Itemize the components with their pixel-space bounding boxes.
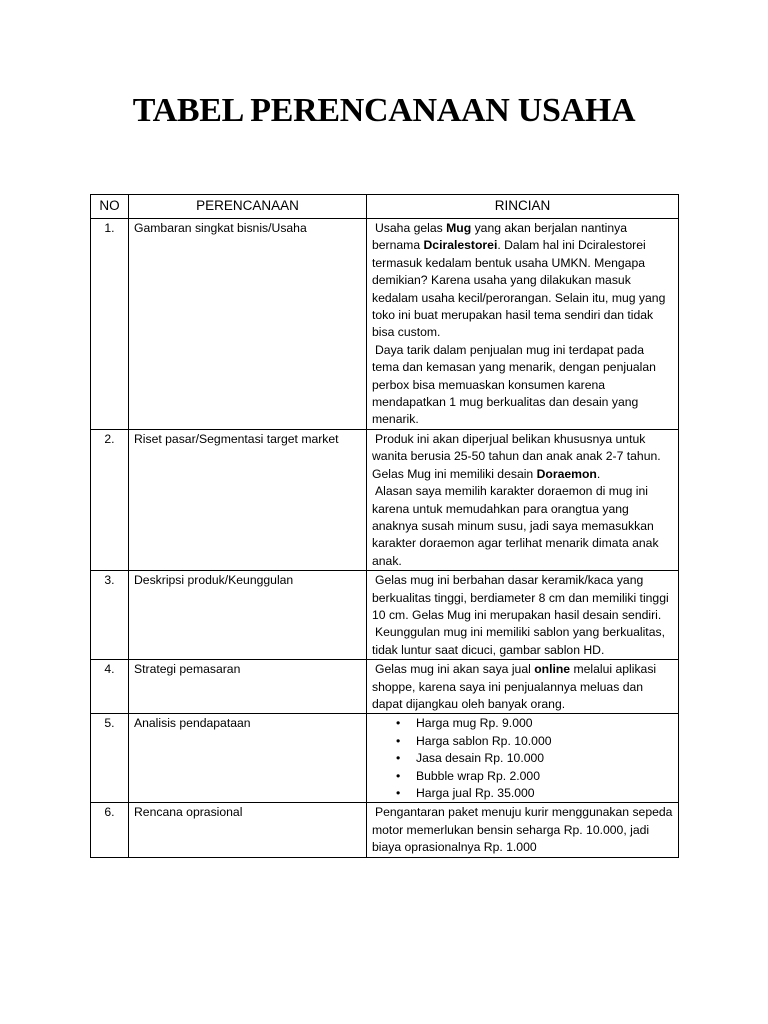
table-row (91, 219, 679, 430)
header-perencanaan: PERENCANAAN (129, 195, 367, 219)
row-plan: Gambaran singkat bisnis/Usaha (129, 219, 367, 430)
bullet-icon: • (396, 768, 401, 783)
bullet-icon: • (396, 786, 401, 800)
detail-paragraph: Keunggulan mug ini memiliki sablon yang berkualitas, tidak luntur saat dicuci, gambar sablon HD. (372, 625, 665, 657)
row-plan: Riset pasar/Segmentasi target market (129, 429, 367, 570)
row-detail (367, 571, 679, 660)
header-no: NO (91, 195, 129, 219)
row-plan: Deskripsi produk/Keunggulan (129, 571, 367, 660)
table-row (91, 429, 679, 570)
cost-list (372, 715, 673, 802)
table-row (91, 660, 679, 714)
row-detail (367, 660, 679, 714)
row-number: 6. (91, 803, 129, 857)
row-detail (367, 429, 679, 570)
row-number: 4. (91, 660, 129, 714)
list-item: • Harga mug Rp. 9.000 (396, 715, 673, 732)
table-row (91, 714, 679, 803)
row-plan: Analisis pendapataan (129, 714, 367, 803)
detail-paragraph: Usaha gelas Mug yang akan berjalan nantinya bernama Dciralestorei. Dalam hal ini Dciralestorei termasuk kedalam bentuk usaha UMKN. Mengapa demikian? Karena usaha yang dilakukan masuk kedalam usaha kecil/perorangan. Selain itu, mug yang toko ini buat merupakan hasil tema sendiri dan tidak bisa custom. (372, 221, 666, 340)
business-plan-table (90, 194, 679, 858)
row-number: 5. (91, 714, 129, 803)
row-number: 1. (91, 219, 129, 430)
bullet-icon: • (396, 716, 401, 731)
bullet-icon: • (396, 751, 401, 766)
detail-paragraph: Produk ini akan diperjual belikan khususnya untuk wanita berusia 25-50 tahun dan anak anak 2-7 tahun. Gelas Mug ini memiliki desain Doraemon. (372, 431, 661, 481)
row-detail (367, 803, 679, 857)
list-item: • Harga jual Rp. 35.000 (396, 785, 673, 802)
row-detail (367, 714, 679, 803)
detail-paragraph: Daya tarik dalam penjualan mug ini terdapat pada tema dan kemasan yang menarik, dengan penjualan perbox bisa memuaskan konsumen karena mendapatkan 1 mug berkualitas dan desain yang menarik. (372, 342, 656, 427)
table-row (91, 571, 679, 660)
detail-paragraph: Gelas mug ini berbahan dasar keramik/kaca yang berkualitas tinggi, berdiameter 8 cm dan memiliki tinggi 10 cm. Gelas Mug ini merupakan hasil desain sendiri. (372, 573, 669, 622)
table-row (91, 803, 679, 857)
detail-paragraph: Gelas mug ini akan saya jual online melalui aplikasi shoppe, karena saya ini penjualannya meluas dan dapat dijangkau oleh banyak orang. (372, 662, 657, 711)
bullet-icon: • (396, 733, 401, 748)
list-item: • Harga sablon Rp. 10.000 (396, 733, 673, 750)
row-plan: Strategi pemasaran (129, 660, 367, 714)
row-detail (367, 219, 679, 430)
detail-paragraph: Pengantaran paket menuju kurir menggunakan sepeda motor memerlukan bensin seharga Rp. 10.000, jadi biaya oprasionalnya Rp. 1.000 (372, 805, 673, 855)
list-item: • Bubble wrap Rp. 2.000 (396, 768, 673, 785)
row-number: 2. (91, 429, 129, 570)
row-plan: Rencana oprasional (129, 803, 367, 857)
header-rincian: RINCIAN (367, 195, 679, 219)
list-item: • Jasa desain Rp. 10.000 (396, 750, 673, 767)
detail-paragraph: Alasan saya memilih karakter doraemon di mug ini karena untuk memudahkan para orangtua yang anaknya susah minum susu, jadi saya memasukkan karakter doraemon agar terlihat menarik dimata anak anak. (372, 484, 659, 568)
row-number: 3. (91, 571, 129, 660)
table-header-row (91, 195, 679, 219)
page-title: TABEL PERENCANAAN USAHA (132, 92, 636, 129)
